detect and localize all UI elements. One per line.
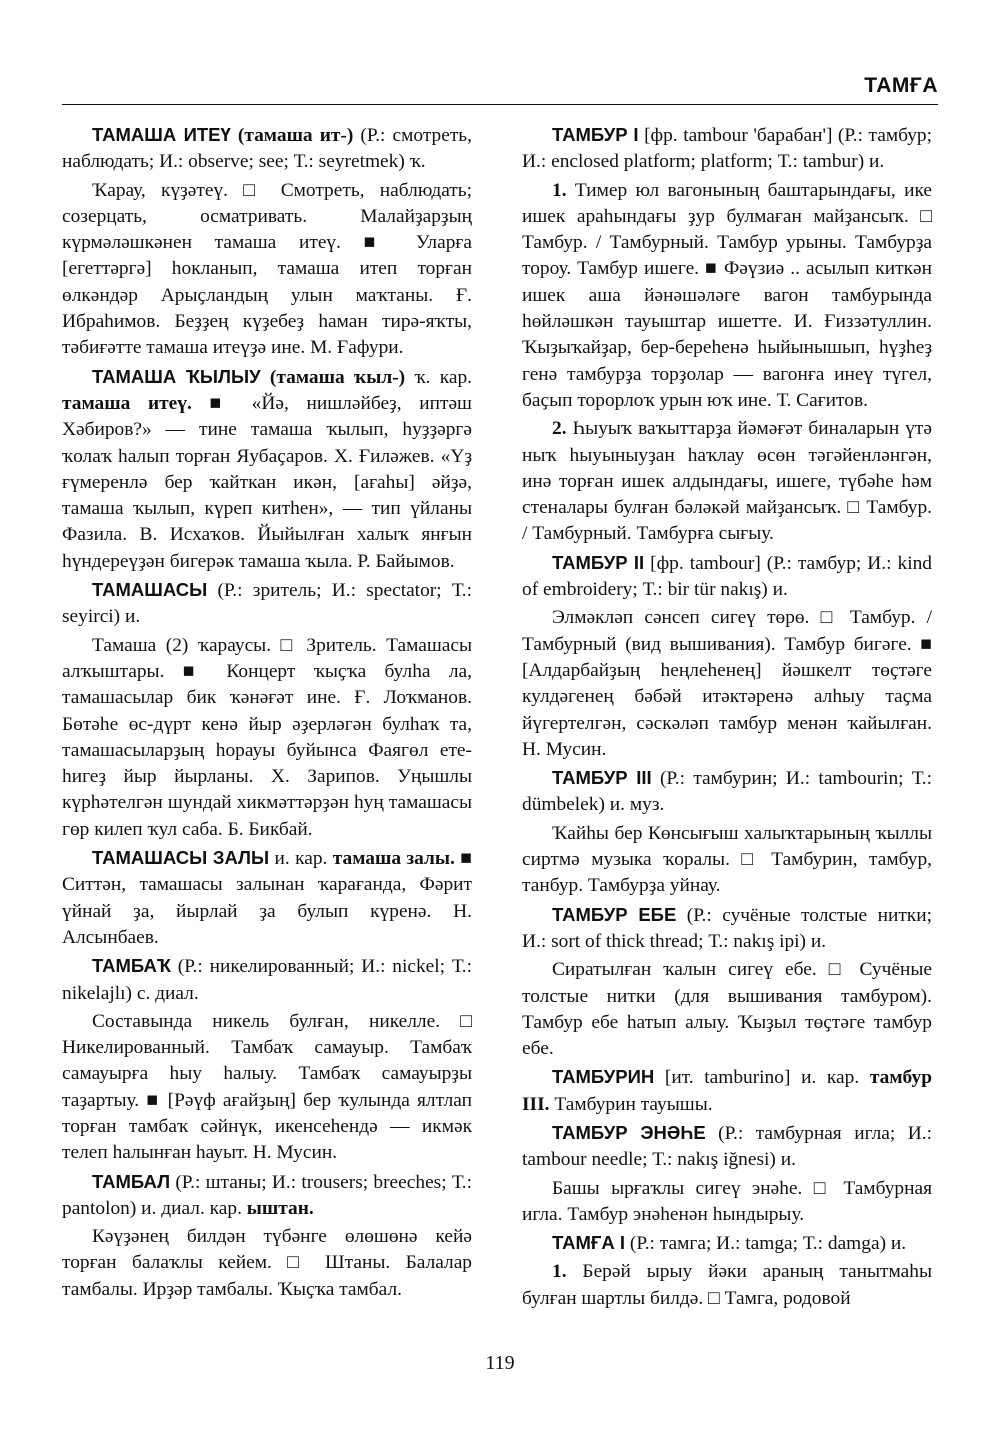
dictionary-paragraph: [522, 1120, 932, 1174]
headword: ТАМҒА I: [552, 1232, 626, 1254]
text-run: М. Ғафури.: [305, 337, 404, 359]
text-run: «Йә, нишләйбеҙ, иптәш Хәбиров?» — тине тамаша ҡылып, һуҙҙәргә ҡолаҡ һалып торған Яубаҫаров.: [62, 392, 472, 467]
text-run: (Р.: никелированный; И.: nickel; Т.: nikelajlı): [62, 956, 472, 1004]
text-run: Тамаша (2) ҡараусы. □ Зритель.: [92, 634, 387, 656]
headword: ТАМАШАСЫ ЗАЛЫ: [92, 847, 270, 869]
dictionary-paragraph: [62, 577, 472, 631]
text-run: тамаша итеү.: [62, 392, 192, 414]
text-run: Фәүзиә .. асылып киткән ишек аша йәнәшәләге вагон тамбурында һөйләшкән тауыштар ишетте.: [522, 258, 932, 333]
text-run: (Р.: тамга; И.:: [625, 1233, 746, 1255]
dictionary-paragraph: [62, 633, 472, 843]
text-run: (Р.: тамбурин; И.: tambourin; Т.: dümbelek): [522, 768, 932, 816]
headword: ТАМБАҠ: [92, 955, 171, 977]
text-run: [Алдарбайҙың һеңлеһенең] йәшкелт төҫтәге кулдәгенең бәбәй итәктәренә алһыу таҫма йүгертелгән, сәскәләп тамбур менән ҡайылған.: [522, 659, 932, 734]
text-run: ■: [139, 1089, 168, 1111]
text-run: [776, 634, 785, 655]
text-run: [859, 1067, 870, 1088]
text-run: ■: [164, 660, 227, 682]
dictionary-paragraph: [522, 550, 932, 604]
text-run: (Р.: смотреть, наблюдать; И.: observe; see; Т.: seyretmek): [62, 125, 472, 173]
text-run: с. диал.: [136, 982, 199, 1004]
text-run: (Р.: сучёные толстые нитки; И.: sort of thick thread; Т.: nakış ipi): [522, 904, 932, 952]
text-run: (Р.: тамбурная игла; И.: tambour needle; Т.: nakış iğnesi): [522, 1122, 932, 1171]
dictionary-paragraph: [62, 122, 472, 176]
dictionary-paragraph: [62, 1224, 472, 1303]
headword: ТАМБУР II: [552, 551, 645, 573]
text-run: Тамбур энәһенән һындырыу.: [567, 1203, 805, 1225]
text-run: ҡ.: [409, 151, 426, 173]
text-run: Т. Сағитов.: [771, 389, 868, 411]
text-run: (вид вышивания).: [625, 633, 776, 655]
text-run: Х. Зарипов.: [253, 766, 398, 788]
text-run: ■: [699, 258, 724, 280]
text-run: Ҡыҙыҡайҙар, бер-береһенә һыйынышып, һүҙһеҙ генә тамбурҙа торҙолар — вагонға инеү түгел, баҫып торорлоҡ урын юҡ ине.: [522, 337, 932, 411]
text-run: 1.: [552, 179, 567, 201]
text-run: и.: [125, 606, 141, 628]
text-run: и.: [772, 579, 788, 601]
text-run: Х. Ғиләжев.: [327, 445, 441, 467]
headword: ТАМБУР ЕБЕ: [552, 903, 677, 925]
text-run: ]: [783, 1067, 802, 1089]
text-run: и. кар.: [274, 848, 328, 870]
headword: ТАМБУР III: [552, 767, 652, 789]
text-run: ] (Р.: тамбур; И.: kind of embroidery; Т.: bir tür nakış): [522, 552, 932, 601]
text-run: ; Т.: damga): [792, 1233, 891, 1255]
text-run: Концерт ҡыҫҡа булһа ла, тамашасылар бик ҡәнәғәт ине.: [62, 660, 472, 709]
text-run: ■: [340, 232, 416, 254]
text-run: Тамбурин тауышы.: [554, 1093, 713, 1115]
text-run: Ситтән, тамашасы залынан ҡарағанда, Фәрит үйнай ҙа, йырлай ҙа булып күренә.: [62, 874, 472, 922]
text-run: tamga: [745, 1233, 793, 1255]
text-run: ■: [191, 392, 252, 414]
text-run: Тимер юл вагонының баштарындағы, ике ишек араһындағы ҙур булмаған майҙансыҡ. □ Тамбур. / Тамбурный.: [522, 179, 932, 254]
dictionary-paragraph: [62, 1169, 472, 1223]
text-run: Ғ. Ибраһимов.: [62, 284, 472, 333]
text-run: [фр.: [644, 552, 690, 574]
text-run: и. диал. кар.: [141, 1197, 242, 1219]
text-run: Н. Алсынбаев.: [62, 900, 472, 948]
text-run: тамаша залы.: [332, 848, 455, 870]
text-run: Беҙҙең күҙебеҙ һаман тирә-яҡты, тәбиғәтте тамаша итеүҙә ине.: [62, 311, 473, 359]
dictionary-paragraph: [62, 364, 472, 575]
text-run: И. Ғиззәтуллин.: [782, 311, 932, 333]
right-column: [522, 122, 932, 1314]
dictionary-paragraph: [522, 1064, 932, 1118]
text-run: Малайҙарҙың күрмәләшкәнен тамаша итеү.: [62, 205, 472, 254]
text-run: (тамаша ит-): [230, 125, 354, 146]
headword: ТАМБУРИН: [552, 1066, 655, 1088]
header-rule: [62, 104, 938, 105]
text-run: Тамбур ебе һатып алыу. Ҡыҙыл төҫтәге тамбур ебе.: [522, 1011, 932, 1060]
text-run: tamburino: [704, 1067, 784, 1089]
dictionary-paragraph: [522, 1176, 932, 1229]
text-run: Тамбурҙа уйнау.: [587, 875, 721, 897]
text-run: и.: [869, 151, 885, 173]
left-column: [62, 122, 472, 1305]
text-run: 1.: [552, 1261, 567, 1283]
dictionary-paragraph: [522, 1230, 932, 1257]
running-head: ТАМҒА: [864, 74, 938, 97]
text-run: Берәй ырыу йәки араның танытмаһы булған шартлы билдә. □ Тамга, родовой: [522, 1261, 932, 1309]
dictionary-paragraph: [522, 902, 932, 956]
text-run: Башы ырғаҡлы сигеү энәһе. □ Тамбурная игла.: [522, 1177, 932, 1225]
text-run: Составында никель булған, никелле. □ Никелированный.: [62, 1010, 472, 1059]
text-run: (Р.: штаны; И.: trousers; breeches; Т.: pantolon): [62, 1171, 472, 1219]
text-run: Уңышлы күрһәтелгән шундай хикмәттәрҙән һуң тамашасы гөр килеп ҡул саба.: [62, 766, 472, 840]
dictionary-paragraph: [522, 957, 932, 1062]
text-run: и.: [780, 1149, 796, 1171]
page-number: 119: [485, 1352, 515, 1374]
dictionary-paragraph: [522, 1259, 932, 1312]
text-run: Б. Бикбай.: [222, 818, 313, 840]
text-run: тамбур III.: [522, 1067, 932, 1115]
text-run: Элмәкләп сәнсеп сигеү төрө. □ Тамбур. / Тамбурный: [522, 607, 932, 655]
text-run: Тамбур урыны. Тамбурҙа тороу. Тамбур ишеге.: [522, 232, 932, 280]
text-run: [ит.: [654, 1067, 705, 1089]
text-run: Ғ. Лоҡманов.: [340, 687, 472, 709]
text-run: ■: [911, 633, 933, 655]
text-run: и. муз.: [609, 794, 665, 816]
text-run: ■: [454, 848, 472, 870]
text-run: 'барабан'] (Р.: тамбур; И.: enclosed platform; platform; Т.: tambur): [522, 125, 933, 173]
dictionary-paragraph: [522, 821, 932, 900]
text-run: Тамбур бигәге.: [784, 633, 912, 655]
text-run: ҡ. кар.: [414, 366, 472, 388]
dictionary-paragraph: [62, 178, 472, 362]
dictionary-paragraph: [62, 953, 472, 1007]
text-run: Ҡарау, күҙәтеү. □ Смотреть, наблюдать; созерцать, осматривать.: [62, 179, 472, 227]
text-run: Тамашасы алҡыштары.: [62, 634, 472, 682]
text-run: и.: [890, 1233, 907, 1255]
dictionary-paragraph: [522, 416, 932, 547]
text-run: «Үҙ ғүмеренлә бер ҡайткан икән, [ағаһы] әйҙә, тамаша ҡылып, күреп китһен», — тип үйланы Фазила.: [62, 445, 472, 546]
text-run: Балалар тамбалы. Ирҙәр тамбалы. Ҡыҫҡа тамбал.: [62, 1252, 472, 1300]
text-run: Йыйылған халыҡ янғын һүндереүҙән бигерәк тамаша ҡыла.: [62, 524, 472, 572]
text-run: Сиратылған ҡалын сигеү ебе. □ Сучёные толстые нитки: [522, 959, 932, 1007]
headword: ТАМАША ИТЕҮ: [92, 124, 231, 145]
text-run: Н. Мусин.: [247, 1142, 338, 1164]
dictionary-paragraph: [522, 178, 932, 415]
headword: ТАМБУР I: [552, 124, 639, 145]
dictionary-paragraph: [62, 1009, 472, 1167]
headword: ТАМБУР ЭНӘҺЕ: [552, 1121, 706, 1143]
text-run: В. Исхаҡов.: [127, 524, 258, 546]
text-run: Тамбурға сығыу.: [636, 523, 774, 545]
headword: ТАМАШАСЫ: [92, 579, 208, 601]
text-run: Һыуыҡ ваҡыттарҙа йәмәғәт биналарын үтә ныҡ һыуыныуҙан һаҡлау өсөн тәгәйенләнгән, инә торған ишек алдындағы, ишеге, түбәһе һәм стеналары булған бәләкәй майҙансыҡ. □ Тамбур. / Тамбурный.: [522, 418, 932, 545]
text-run: (Р.: зритель; И.: spectator; Т.: seyirci): [62, 580, 472, 628]
headword: ТАМБАЛ: [92, 1170, 171, 1192]
text-run: (для вышивания тамбуром).: [674, 985, 932, 1007]
dictionary-paragraph: [522, 765, 932, 819]
dictionary-paragraph: [522, 122, 932, 176]
text-run: Тамбаҡ самауыр. Тамбаҡ самауырға һыу һалыу. Тамбаҡ самауырҙы таҙартыу.: [62, 1037, 473, 1111]
dictionary-paragraph: [522, 605, 932, 763]
text-run: Ҡайһы бер Көнсығыш халыҡтарының ҡыллы сиртмә музыка ҡоралы. □ Тамбурин, тамбур, танбур.: [522, 822, 932, 897]
text-run: Уларға [егеттәргә] һокланып, тамаша итеп торған өлкәндәр Арыҫландың улын маҡтаны.: [62, 232, 472, 306]
text-run: и. кар.: [801, 1067, 860, 1089]
text-run: ыштан.: [246, 1197, 314, 1219]
text-run: и.: [810, 930, 827, 952]
text-run: Н. Мусин.: [522, 738, 607, 760]
text-run: Бөтәһе өс-дүрт кенә йыр әҙерләгән булһаҡ та, тамашасыларҙың һорауы буйынса Фаягөл ете-һигеҙ йыр йырланы.: [62, 713, 472, 788]
text-run: tambour: [683, 125, 748, 146]
dictionary-paragraph: [62, 845, 472, 951]
text-run: (тамаша ҡыл-): [260, 366, 406, 388]
text-run: [Рәүф ағайҙың] бер ҡулында ялтлап торған тамбаҡ сәйнүк, икенсеһендә — икмәк телеп һалынған һауыт.: [62, 1089, 472, 1164]
text-run: tambour: [689, 552, 755, 574]
text-run: Р. Байымов.: [352, 550, 455, 572]
text-run: 2.: [552, 418, 567, 440]
text-run: Кәүҙәнең билдән түбәнге өлөшөнә кейә торған балаҡлы кейем. □ Штаны.: [62, 1226, 472, 1274]
text-run: [фр.: [638, 125, 684, 146]
headword: ТАМАША ҠЫЛЫУ: [92, 365, 261, 387]
